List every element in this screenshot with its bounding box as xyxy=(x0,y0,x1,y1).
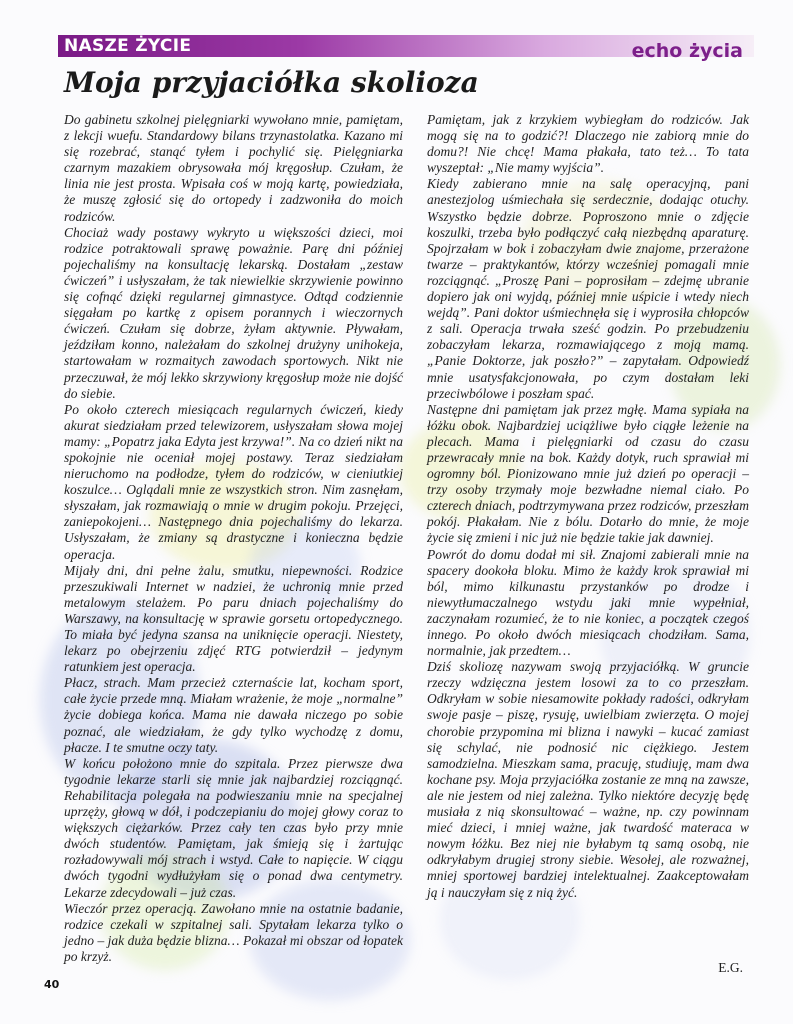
article-title: Moja przyjaciółka skolioza xyxy=(64,66,479,99)
section-label: NASZE ŻYCIE xyxy=(64,36,192,56)
paragraph: Następne dni pamiętam jak przez mgłę. Mama sypiała na łóżku obok. Najbardziej uciążliwe było ciągłe leżenie na plecach. Mama i pielęgniarki od czasu do czasu przewracały mnie na bok. Każdy dotyk, ruch sprawiał mi ogromny ból. Pionizowano mnie już dzień po operacji – trzy osoby trzymały moje bezwładne niemal ciało. Po czterech dniach, podtrzymywana przez rodziców, przeszłam pokój. Płakałam. Nie z bólu. Dotarło do mnie, że moje życie się zmieni i nic już nie będzie takie jak dawniej. xyxy=(427,401,749,546)
page-number: 40 xyxy=(44,978,60,991)
right-column xyxy=(427,112,749,901)
author-signature: E.G. xyxy=(718,960,743,975)
paragraph: Pamiętam, jak z krzykiem wybiegłam do rodziców. Jak mogą się na to godzić?! Dlaczego nie zabiorą mnie do domu?! Nie chcę! Mama płakała, tato też… To tata wyszeptał: „Nie mamy wyjścia”. xyxy=(427,112,749,176)
paragraph: Wieczór przez operacją. Zawołano mnie na ostatnie badanie, rodzice czekali w szpitalnej sali. Spytałam lekarza tylko o jedno – jak duża będzie blizna… Pokazał mi obszar od łopatek po krzyż. xyxy=(64,900,403,964)
paragraph: Płacz, strach. Mam przecież czternaście lat, kocham sport, całe życie przede mną. Miałam wrażenie, że moje „normalne” życie dobiega końca. Mama nie dawała niczego po sobie poznać, ale wiedziałam, że gdy tylko wychodzę z domu, płacze. I te smutne oczy taty. xyxy=(64,675,403,755)
left-column xyxy=(64,112,403,965)
paragraph: Powrót do domu dodał mi sił. Znajomi zabierali mnie na spacery dookoła bloku. Mimo że każdy krok sprawiał mi ból, mimo kilkunastu przystanków po drodze i niewytłumaczalnego wstydu jaki mnie wypełniał, zaczynałam rozumieć, że to nie koniec, a początek czegoś innego. Po około dwóch miesiącach chodziłam. Sama, normalnie, jak przedtem… xyxy=(427,546,749,659)
paragraph: Po około czterech miesiącach regularnych ćwiczeń, kiedy akurat siedziałam przed telewizorem, usłyszałam słowa mojej mamy: „Popatrz jaka Edyta jest krzywa!”. Na co dzień nikt na spokojnie nie oceniał mojej postawy. Teraz siedziałam nieruchomo na podłodze, tyłem do rodziców, w cieniutkiej koszulce… Oglądali mnie ze wszystkich stron. Nim zasnęłam, słyszałam, jak rozmawiają o mnie w drugim pokoju. Przejęci, zaniepokojeni… Następnego dnia pojechaliśmy do lekarza. Usłyszałam, że zmiany są drastyczne i konieczna będzie operacja. xyxy=(64,401,403,562)
paragraph: Mijały dni, dni pełne żalu, smutku, niepewności. Rodzice przeszukiwali Internet w nadziei, że uchronią mnie przed metalowym stelażem. Po paru dniach pojechaliśmy do Warszawy, na konsultację w sprawie gorsetu ortopedycznego. To miała być jedyna szansa na uniknięcie operacji. Niestety, lekarz po obejrzeniu zdjęć RTG potwierdził – jedynym ratunkiem jest operacja. xyxy=(64,562,403,675)
paragraph: W końcu położono mnie do szpitala. Przez pierwsze dwa tygodnie lekarze starli się mnie jak najbardziej rozciągnąć. Rehabilitacja polegała na podwieszaniu mnie na specjalnej uprzęży, głową w dół, i podczepianiu do mojej głowy coraz to większych ciężarków. Przez cały ten czas było przy mnie dwóch studentów. Pamiętam, jak śmieją się i żartując rozładowywali mój strach i wstyd. Całe to napięcie. W ciągu dwóch tygodni wydłużyłam się o ponad dwa centymetry. Lekarze zdecydowali – już czas. xyxy=(64,755,403,900)
paragraph: Kiedy zabierano mnie na salę operacyjną, pani anestezjolog uśmiechała się serdecznie, dodając otuchy. Wszystko będzie dobrze. Poproszono mnie o zdjęcie koszulki, trzeba było podłączyć całą niezbędną aparaturę. Spojrzałam w bok i zobaczyłam dwie znajome, przerażone twarze – praktykantów, którzy wcześniej pomagali mnie rozciągnąć. „Proszę Pani – poprosiłam – zdejmę ubranie dopiero jak oni wyjdą, później mnie uśpicie i wtedy niech wejdą”. Pani doktor uśmiechnęła się i wyprosiła chłopców z sali. Operacja trwała sześć godzin. Po przebudzeniu zobaczyłam lekarza, rozmawiającego z moją mamą. „Panie Doktorze, jak poszło?” – zapytałam. Odpowiedź mnie usatysfakcjonowała, po czym dostałam leki przeciwbólowe i poszłam spać. xyxy=(427,176,749,401)
paragraph: Chociaż wady postawy wykryto u większości dzieci, moi rodzice potraktowali sprawę poważnie. Parę dni później pojechaliśmy na konsultację lekarską. Dostałam „zestaw ćwiczeń” i usłyszałam, że tak niewielkie skrzywienie powinno się cofnąć dzięki regularnej gimnastyce. Odtąd codziennie sięgałam po kartkę z opisem porannych i wieczornych ćwiczeń. Czułam się dobrze, żyłam aktywnie. Pływałam, jeździłam konno, należałam do szkolnej drużyny unihokeja, startowałam w rozmaitych zawodach sportowych. Nikt nie przeczuwał, że mój lekko skrzywiony kręgosłup może nie dojść do siebie. xyxy=(64,224,403,401)
paragraph: Dziś skoliozę nazywam swoją przyjaciółką. W gruncie rzeczy wdzięczna jestem losowi za to co przeszłam. Odkryłam w sobie niesamowite pokłady radości, odkryłam swoje pasje – piszę, rysuję, uwielbiam zwierzęta. O mojej chorobie przypomina mi blizna i nawyki – kucać zamiast się schylać, nie podnosić nic ciężkiego. Jestem samodzielna. Mieszkam sama, pracuję, studiuję, mam dwa kochane psy. Moja przyjaciółka zostanie ze mną na zawsze, ale nie jestem od niej zależna. Tylko niektóre decyzję będę musiała z nią skonsultować – ważne, np. czy powinnam mieć dzieci, i mniej ważne, jak twardość materaca w nowym łóżku. Bez niej nie byłabym tą samą osobą, nie odkryłabym drugiej strony siebie. Wesołej, ale rozważnej, mniej sportowej bardziej intelektualnej. Zaakceptowałam ją i nauczyłam się z nią żyć. xyxy=(427,659,749,900)
paragraph: Do gabinetu szkolnej pielęgniarki wywołano mnie, pamiętam, z lekcji wuefu. Standardowy bilans trzynastolatka. Kazano mi się rozebrać, stanąć tyłem i pochylić się. Pielęgniarka czarnym mazakiem obrysowała mój kręgosłup. Czułam, że linia nie jest prosta. Wpisała coś w moją kartę, powiedziała, że muszę zgłosić się do ortopedy i zadzwoniła do moich rodziców. xyxy=(64,112,403,224)
section-right-label: echo życia xyxy=(631,40,743,62)
